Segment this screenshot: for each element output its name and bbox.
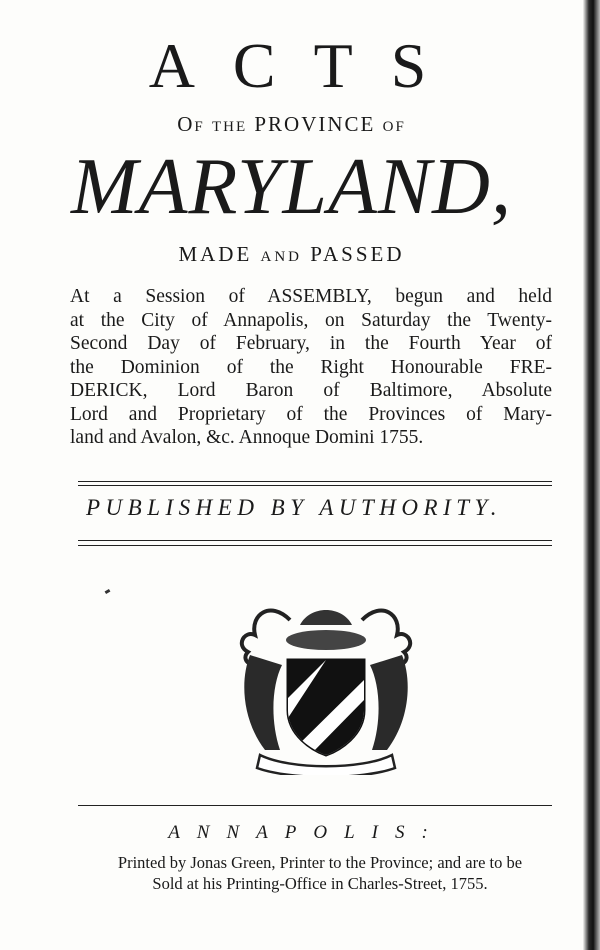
rule-top: [78, 481, 552, 482]
rule-bottom: [78, 540, 552, 541]
session-line-4: the Dominion of the Right Honourable FRE-: [70, 356, 552, 378]
title-maryland: MARYLAND,: [71, 143, 512, 231]
imprint-line-1: Printed by Jonas Green, Printer to the Province; and are to be: [117, 853, 523, 872]
title-acts: ACTS: [148, 30, 465, 101]
session-line-6: Lord and Proprietary of the Provinces of Mary-: [70, 403, 552, 425]
title-province-line: Of the PROVINCE of: [177, 112, 406, 136]
rule-imprint: [78, 805, 552, 806]
ink-speck: [105, 589, 111, 594]
session-line-1: At a Session of ASSEMBLY, begun and held: [70, 286, 552, 307]
binding-edge: [583, 0, 600, 950]
imprint-line-2: Sold at his Printing-Office in Charles-Street, 1755.: [152, 874, 488, 893]
imprint-text: [70, 852, 570, 894]
coat-of-arms: [230, 590, 422, 775]
published-by-authority: PUBLISHED BY AUTHORITY.: [86, 495, 502, 520]
session-line-5: DERICK, Lord Baron of Baltimore, Absolute: [70, 380, 552, 401]
imprint-city: ANNAPOLIS:: [168, 822, 445, 843]
rule-bottom-inner: [78, 545, 552, 546]
rule-top-inner: [78, 485, 552, 486]
session-description: [70, 285, 552, 450]
session-line-2: at the City of Annapolis, on Saturday the Twenty-: [70, 309, 552, 331]
session-line-3: Second Day of February, in the Fourth Year of: [70, 333, 552, 354]
title-made-and-passed: MADE and PASSED: [178, 242, 405, 266]
session-line-7: land and Avalon, &c. Annoque Domini 1755.: [70, 427, 424, 448]
